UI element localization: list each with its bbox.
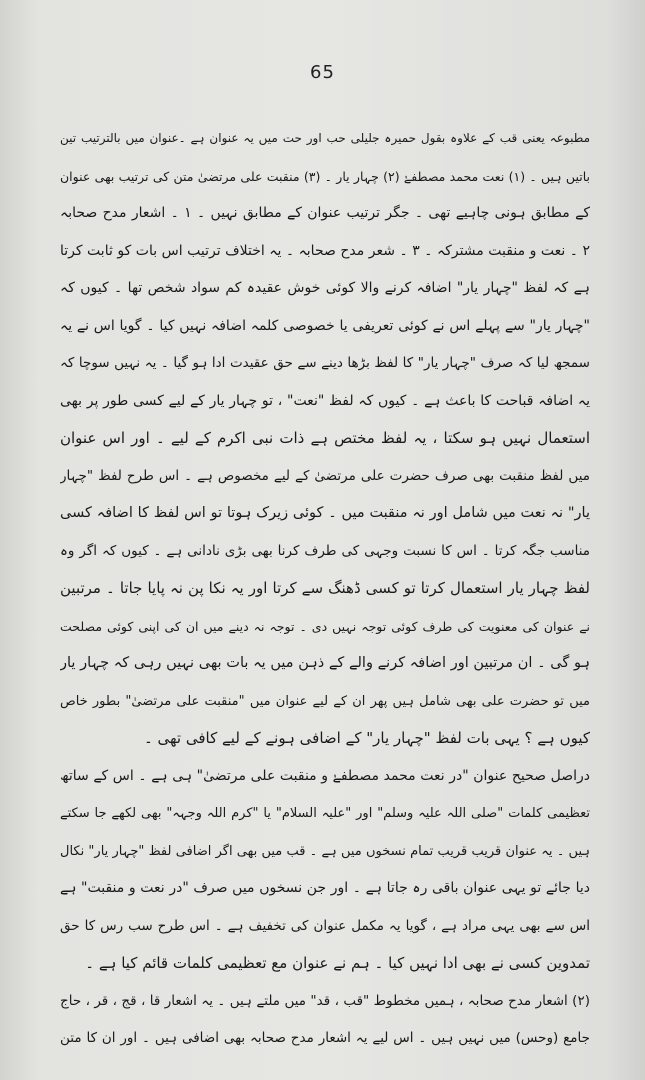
text-line: "چہار یار" سے پہلے اس نے کوئی تعریفی یا خصوصی کلمہ اضافہ نہیں کیا ۔ گویا اس نے یہ <box>60 317 590 334</box>
text-line: ہیں ۔ یہ عنوان قریب قریب تمام نسخوں میں ہے ۔ قب میں بھی اگر اضافی لفظ "چہار یار" نکال <box>60 843 590 859</box>
text-line: کیوں ہے ؟ یہی بات لفظ "چہار یار" کے اضافی ہونے کے لیے کافی تھی ۔ <box>143 729 590 747</box>
text-line: دراصل صحیح عنوان "در نعت محمد مصطفےٰ و منقبت علی مرتضیٰ" ہی ہے ۔ اس کے ساتھ <box>60 767 590 784</box>
text-line: یہ اضافہ قباحت کا باعث ہے ۔ کیوں کہ لفظ "نعت" ، تو چہار یار کے لیے کسی طور پر بھی <box>60 392 590 409</box>
text-line: میں لفظ منقبت بھی صرف حضرت علی مرتضیٰ کے لیے مخصوص ہے ۔ اس طرح لفظ "چہار <box>60 467 590 484</box>
text-line: لفظ چہار یار استعمال کرتا تو کسی ڈھنگ سے کرتا اور یہ نکا پن نہ پایا جاتا ۔ مرتبین <box>60 579 590 597</box>
text-line: استعمال نہیں ہو سکتا ، یہ لفظ مختص ہے ذات نبی اکرم کے لیے ۔ اور اس عنوان <box>60 429 590 447</box>
text-line: یار" نہ نعت میں شامل اور نہ منقبت میں ۔ کوئی زیرک ہوتا تو اس لفظ کا اضافہ کسی <box>60 505 590 521</box>
text-line: ہو گی ۔ ان مرتبین اور اضافہ کرنے والے کے ذہن میں یہ بات بھی نہیں رہی کہ چہار یار <box>60 655 590 671</box>
text-line: دیا جائے تو یہی عنوان باقی رہ جاتا ہے ۔ اور جن نسخوں میں صرف "در نعت و منقبت" ہے <box>60 880 590 896</box>
text-line: مناسب جگہ کرتا ۔ اس کا نسبت وجہی کی طرف کرنا بھی بڑی نادانی ہے ۔ کیوں کہ اگر وہ <box>60 542 590 559</box>
text-line: باتیں ہیں ۔ (۱) نعت محمد مصطفےٰ (۲) چہار یار ۔ (۳) منقبت علی مرتضیٰ متن کی ترتیب بھی عنوان <box>60 168 590 184</box>
text-line: سمجھ لیا کہ صرف "چہار یار" کا لفظ بڑھا دینے سے حق عقیدت ادا ہو گیا ۔ یہ نہیں سوچا کہ <box>60 355 590 371</box>
text-line: تعظیمی کلمات "صلی اللہ علیہ وسلم" اور "علیہ السلام" یا "کرم اللہ وجہہ" بھی لکھے جا سکتے <box>60 806 590 821</box>
text-line: مطبوعہ یعنی قب کے علاوہ بقول حمیرہ جلیلی حب اور حت میں یہ عنوان ہے ۔عنوان میں بالترتیب تین <box>60 131 590 145</box>
page-body-text <box>60 120 590 1058</box>
text-line: کے مطابق ہونی چاہیے تھی ۔ جگر ترتیب عنوان کے مطابق نہیں ۔ ۱ ۔ اشعار مدح صحابہ <box>60 205 590 221</box>
text-line: (۲) اشعار مدح صحابہ ، ہمیں مخطوط "قب ، قد" میں ملتے ہیں ۔ یہ اشعار قا ، قج ، قر ، حاج <box>60 992 590 1009</box>
text-line: اس سے بھی یہی مراد ہے ، گویا یہ مکمل عنوان کی تخفیف ہے ۔ اس طرح سب رس کا حق <box>60 917 590 934</box>
text-line: تمدوین کسی نے بھی ادا نہیں کیا ۔ ہم نے عنوان مع تعظیمی کلمات قائم کیا ہے ۔ <box>85 954 590 972</box>
text-line: جامع (وحس) میں نہیں ہیں ۔ اس لیے یہ اشعار مدح صحابہ بھی اضافی ہیں ۔ اور ان کا متن <box>60 1030 590 1046</box>
text-line: ۲ ۔ نعت و منقبت مشترکہ ۔ ۳ ۔ شعر مدح صحابہ ۔ یہ اختلاف ترتیب اس بات کو ثابت کرتا <box>60 242 590 259</box>
text-line: ہے کہ لفظ "چہار یار" اضافہ کرنے والا کوئی خوش عقیدہ کم سواد شخص تھا ۔ کیوں کہ <box>60 280 590 296</box>
text-line: میں تو حضرت علی بھی شامل ہیں پھر ان کے لیے عنوان میں "منقبت علی مرتضیٰ" بطور خاص <box>60 693 590 709</box>
text-line: نے عنوان کی معنویت کی طرف کوئی توجہ نہیں دی ۔ توجہ نہ دینے میں ان کی اپنی کوئی مصلحت <box>60 618 590 634</box>
page-number: 65 <box>310 62 335 83</box>
